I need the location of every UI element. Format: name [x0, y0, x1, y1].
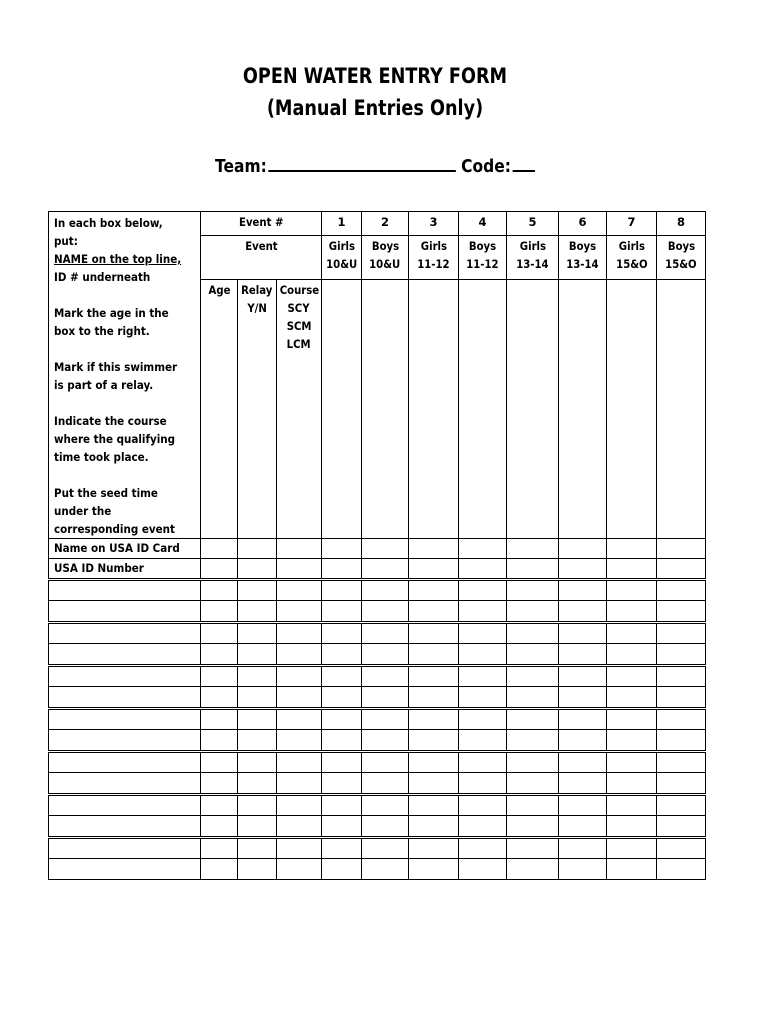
seed-cell[interactable]	[322, 279, 362, 538]
entry-cell[interactable]	[238, 666, 277, 687]
entry-cell[interactable]	[507, 752, 559, 773]
event-number-header: Event #	[201, 212, 322, 236]
entry-cell[interactable]	[657, 623, 706, 644]
entry-cell[interactable]	[201, 687, 238, 709]
entry-cell[interactable]	[49, 773, 201, 795]
entry-cell[interactable]	[277, 687, 322, 709]
entry-cell[interactable]	[238, 752, 277, 773]
entry-cell[interactable]	[459, 559, 507, 580]
entry-cell[interactable]	[607, 773, 657, 795]
entry-cell[interactable]	[507, 687, 559, 709]
entry-cell[interactable]	[559, 730, 607, 752]
entry-cell[interactable]	[459, 623, 507, 644]
entry-cell[interactable]	[409, 623, 459, 644]
entry-cell[interactable]	[238, 601, 277, 623]
entry-cell[interactable]	[322, 838, 362, 859]
entry-cell[interactable]	[409, 816, 459, 838]
entry-cell[interactable]	[201, 644, 238, 666]
entry-cell[interactable]	[322, 687, 362, 709]
entry-cell[interactable]	[277, 580, 322, 601]
entry-cell[interactable]	[507, 795, 559, 816]
swimmer-id-row	[49, 773, 706, 795]
instruction-line-2: NAME on the top line,	[54, 252, 182, 266]
instruction-line-1: In each box below, put:	[54, 216, 163, 248]
entry-cell[interactable]	[362, 623, 409, 644]
entry-cell[interactable]	[459, 730, 507, 752]
entry-cell[interactable]	[507, 773, 559, 795]
event-num-5: 5	[507, 212, 559, 236]
event-num-1: 1	[322, 212, 362, 236]
event-desc-5: Girls 13-14	[507, 235, 559, 279]
entry-cell[interactable]	[238, 795, 277, 816]
entry-cell[interactable]	[607, 859, 657, 880]
event-num-6: 6	[559, 212, 607, 236]
event-desc-2: Boys 10&U	[362, 235, 409, 279]
instruction-relay: Mark if this swimmer is part of a relay.	[54, 360, 178, 392]
entry-cell[interactable]	[49, 666, 201, 687]
entry-cell[interactable]	[201, 730, 238, 752]
entry-cell[interactable]	[238, 687, 277, 709]
entry-cell[interactable]	[459, 580, 507, 601]
entry-cell[interactable]	[277, 601, 322, 623]
event-num-8: 8	[657, 212, 706, 236]
entry-table	[48, 211, 706, 880]
swimmer-id-row	[49, 859, 706, 880]
entry-cell[interactable]	[238, 709, 277, 730]
form-subtitle: (Manual Entries Only)	[266, 96, 484, 120]
entry-cell[interactable]	[322, 816, 362, 838]
entry-cell[interactable]	[607, 687, 657, 709]
entry-cell[interactable]	[507, 580, 559, 601]
swimmer-name-row	[49, 666, 706, 687]
swimmer-id-row	[49, 730, 706, 752]
form-title: OPEN WATER ENTRY FORM	[242, 64, 508, 88]
entry-cell[interactable]	[409, 666, 459, 687]
entry-cell[interactable]	[657, 795, 706, 816]
event-num-3: 3	[409, 212, 459, 236]
swimmer-name-row	[49, 623, 706, 644]
entry-cell[interactable]	[362, 666, 409, 687]
entry-cell[interactable]	[409, 601, 459, 623]
entry-cell[interactable]	[409, 773, 459, 795]
entry-cell[interactable]	[507, 559, 559, 580]
entry-cell[interactable]	[607, 816, 657, 838]
entry-cell[interactable]	[322, 859, 362, 880]
entry-cell[interactable]	[657, 666, 706, 687]
entry-cell[interactable]	[657, 859, 706, 880]
entry-cell[interactable]	[657, 730, 706, 752]
entry-cell[interactable]	[277, 644, 322, 666]
entry-cell[interactable]	[277, 709, 322, 730]
entry-cell[interactable]	[277, 773, 322, 795]
entry-cell[interactable]	[322, 752, 362, 773]
entry-cell[interactable]	[49, 795, 201, 816]
entry-cell[interactable]	[507, 709, 559, 730]
seed-cell[interactable]	[507, 279, 559, 538]
entry-cell[interactable]	[277, 559, 322, 580]
swimmer-name-row	[49, 838, 706, 859]
entry-cell[interactable]	[238, 644, 277, 666]
entry-cell[interactable]	[607, 601, 657, 623]
entry-cell[interactable]	[238, 539, 277, 559]
entry-cell[interactable]	[559, 666, 607, 687]
entry-cell[interactable]	[459, 644, 507, 666]
team-field[interactable]	[268, 154, 455, 172]
entry-cell[interactable]	[507, 623, 559, 644]
entry-cell[interactable]	[238, 816, 277, 838]
entry-cell[interactable]	[49, 601, 201, 623]
entry-cell[interactable]	[657, 838, 706, 859]
swimmer-id-row	[49, 687, 706, 709]
entry-cell[interactable]	[238, 559, 277, 580]
seed-cell[interactable]	[559, 279, 607, 538]
entry-cell[interactable]	[277, 752, 322, 773]
entry-cell[interactable]	[201, 709, 238, 730]
entry-cell[interactable]	[409, 752, 459, 773]
entry-cell[interactable]	[409, 709, 459, 730]
entry-cell[interactable]	[201, 539, 238, 559]
entry-cell[interactable]	[277, 730, 322, 752]
entry-cell[interactable]	[559, 580, 607, 601]
entry-cell[interactable]	[238, 623, 277, 644]
entry-cell[interactable]	[362, 838, 409, 859]
swimmer-id-row	[49, 644, 706, 666]
entry-cell[interactable]	[607, 559, 657, 580]
entry-cell[interactable]	[607, 539, 657, 559]
entry-cell[interactable]	[607, 752, 657, 773]
entry-cell[interactable]	[559, 539, 607, 559]
entry-cell[interactable]	[507, 539, 559, 559]
entry-cell[interactable]	[362, 773, 409, 795]
entry-cell[interactable]	[459, 838, 507, 859]
entry-cell[interactable]	[201, 816, 238, 838]
entry-cell[interactable]	[409, 580, 459, 601]
team-label: Team:	[214, 156, 267, 177]
entry-cell[interactable]	[657, 816, 706, 838]
entry-cell[interactable]	[322, 559, 362, 580]
entry-cell[interactable]	[362, 580, 409, 601]
entry-cell[interactable]	[322, 666, 362, 687]
entry-cell[interactable]	[607, 709, 657, 730]
entry-cell[interactable]	[657, 687, 706, 709]
entry-cell[interactable]	[559, 709, 607, 730]
entry-cell[interactable]	[277, 859, 322, 880]
entry-cell[interactable]	[409, 644, 459, 666]
entry-cell[interactable]	[362, 559, 409, 580]
entry-cell[interactable]	[49, 580, 201, 601]
instruction-age: Mark the age in the box to the right.	[54, 306, 169, 338]
entry-cell[interactable]	[362, 859, 409, 880]
entry-cell[interactable]	[657, 580, 706, 601]
seed-cell[interactable]	[607, 279, 657, 538]
entry-cell[interactable]	[322, 601, 362, 623]
entry-cell[interactable]	[459, 539, 507, 559]
entry-cell[interactable]	[49, 859, 201, 880]
entry-cell[interactable]	[459, 859, 507, 880]
entry-cell[interactable]	[657, 539, 706, 559]
entry-cell[interactable]	[607, 580, 657, 601]
code-field[interactable]	[513, 154, 535, 172]
entry-cell[interactable]	[657, 709, 706, 730]
swimmer-name-row	[49, 752, 706, 773]
entry-cell[interactable]	[559, 773, 607, 795]
entry-cell[interactable]	[362, 644, 409, 666]
entry-cell[interactable]	[322, 795, 362, 816]
entry-cell[interactable]	[238, 859, 277, 880]
entry-cell[interactable]	[459, 601, 507, 623]
entry-cell[interactable]	[657, 601, 706, 623]
entry-cell[interactable]	[507, 838, 559, 859]
entry-cell[interactable]	[607, 838, 657, 859]
entry-cell[interactable]	[362, 795, 409, 816]
entry-cell[interactable]	[507, 816, 559, 838]
entry-cell[interactable]	[559, 838, 607, 859]
entry-cell[interactable]	[201, 601, 238, 623]
entry-cell[interactable]	[559, 644, 607, 666]
entry-cell[interactable]	[49, 709, 201, 730]
entry-cell[interactable]	[362, 539, 409, 559]
entry-cell[interactable]	[49, 816, 201, 838]
entry-cell[interactable]	[322, 644, 362, 666]
entry-cell[interactable]	[238, 730, 277, 752]
event-desc-4: Boys 11-12	[459, 235, 507, 279]
entry-cell[interactable]	[277, 539, 322, 559]
age-header: Age	[201, 279, 238, 538]
entry-cell[interactable]	[459, 795, 507, 816]
entry-cell[interactable]	[459, 816, 507, 838]
entry-cell[interactable]	[201, 773, 238, 795]
entry-cell[interactable]	[657, 773, 706, 795]
entry-cell[interactable]	[322, 580, 362, 601]
entry-cell[interactable]	[201, 838, 238, 859]
swimmer-entry-rows	[49, 580, 706, 880]
entry-cell[interactable]	[607, 666, 657, 687]
entry-cell[interactable]	[507, 666, 559, 687]
entry-cell[interactable]	[201, 795, 238, 816]
name-row-label: Name on USA ID Card	[49, 539, 201, 559]
entry-cell[interactable]	[657, 559, 706, 580]
entry-cell[interactable]	[238, 580, 277, 601]
entry-cell[interactable]	[277, 623, 322, 644]
entry-cell[interactable]	[322, 709, 362, 730]
event-header: Event	[201, 235, 322, 279]
entry-cell[interactable]	[49, 644, 201, 666]
swimmer-name-row	[49, 795, 706, 816]
entry-cell[interactable]	[559, 795, 607, 816]
entry-cell[interactable]	[607, 730, 657, 752]
entry-cell[interactable]	[322, 623, 362, 644]
entry-cell[interactable]	[559, 559, 607, 580]
event-num-7: 7	[607, 212, 657, 236]
entry-cell[interactable]	[409, 687, 459, 709]
entry-cell[interactable]	[607, 623, 657, 644]
swimmer-name-row	[49, 580, 706, 601]
entry-cell[interactable]	[507, 644, 559, 666]
entry-cell[interactable]	[559, 601, 607, 623]
entry-cell[interactable]	[559, 859, 607, 880]
entry-cell[interactable]	[657, 752, 706, 773]
instruction-course: Indicate the course where the qualifying time took place.	[54, 414, 176, 464]
entry-cell[interactable]	[409, 795, 459, 816]
code-label: Code:	[461, 156, 511, 177]
entry-cell[interactable]	[49, 752, 201, 773]
instruction-seed: Put the seed time under the corresponding event	[54, 486, 175, 536]
seed-cell[interactable]	[409, 279, 459, 538]
entry-cell[interactable]	[322, 730, 362, 752]
event-num-2: 2	[362, 212, 409, 236]
entry-cell[interactable]	[459, 666, 507, 687]
seed-cell[interactable]	[459, 279, 507, 538]
entry-cell[interactable]	[409, 539, 459, 559]
entry-cell[interactable]	[49, 730, 201, 752]
instructions-cell	[49, 212, 201, 539]
entry-cell[interactable]	[277, 838, 322, 859]
event-desc-7: Girls 15&O	[607, 235, 657, 279]
entry-cell[interactable]	[201, 623, 238, 644]
entry-cell[interactable]	[559, 687, 607, 709]
entry-cell[interactable]	[322, 539, 362, 559]
entry-cell[interactable]	[49, 623, 201, 644]
swimmer-id-row	[49, 816, 706, 838]
entry-cell[interactable]	[657, 644, 706, 666]
course-header: Course SCY SCM LCM	[277, 279, 322, 538]
seed-cell[interactable]	[362, 279, 409, 538]
entry-cell[interactable]	[238, 838, 277, 859]
entry-cell[interactable]	[362, 730, 409, 752]
seed-cell[interactable]	[657, 279, 706, 538]
entry-cell[interactable]	[409, 730, 459, 752]
entry-cell[interactable]	[201, 859, 238, 880]
entry-cell[interactable]	[607, 795, 657, 816]
swimmer-name-row	[49, 709, 706, 730]
entry-cell[interactable]	[49, 838, 201, 859]
entry-cell[interactable]	[362, 687, 409, 709]
entry-cell[interactable]	[201, 559, 238, 580]
entry-cell[interactable]	[459, 773, 507, 795]
entry-cell[interactable]	[507, 601, 559, 623]
entry-cell[interactable]	[409, 559, 459, 580]
entry-cell[interactable]	[607, 644, 657, 666]
entry-cell[interactable]	[559, 752, 607, 773]
entry-cell[interactable]	[459, 687, 507, 709]
entry-cell[interactable]	[277, 795, 322, 816]
instruction-line-3: ID # underneath	[54, 270, 151, 284]
entry-cell[interactable]	[507, 730, 559, 752]
entry-cell[interactable]	[409, 859, 459, 880]
relay-header: Relay Y/N	[238, 279, 277, 538]
entry-cell[interactable]	[277, 666, 322, 687]
entry-cell[interactable]	[49, 687, 201, 709]
entry-cell[interactable]	[322, 773, 362, 795]
event-desc-1: Girls 10&U	[322, 235, 362, 279]
id-row-label: USA ID Number	[49, 559, 201, 580]
entry-cell[interactable]	[459, 752, 507, 773]
entry-cell[interactable]	[238, 773, 277, 795]
entry-cell[interactable]	[362, 816, 409, 838]
entry-cell[interactable]	[362, 752, 409, 773]
event-desc-6: Boys 13-14	[559, 235, 607, 279]
entry-cell[interactable]	[201, 580, 238, 601]
entry-cell[interactable]	[201, 666, 238, 687]
entry-cell[interactable]	[459, 709, 507, 730]
entry-cell[interactable]	[201, 752, 238, 773]
entry-cell[interactable]	[409, 838, 459, 859]
entry-cell[interactable]	[507, 859, 559, 880]
team-code-line	[53, 154, 698, 177]
event-desc-8: Boys 15&O	[657, 235, 706, 279]
entry-cell[interactable]	[362, 601, 409, 623]
entry-cell[interactable]	[362, 709, 409, 730]
entry-cell[interactable]	[277, 816, 322, 838]
swimmer-id-row	[49, 601, 706, 623]
entry-cell[interactable]	[559, 816, 607, 838]
event-desc-3: Girls 11-12	[409, 235, 459, 279]
entry-cell[interactable]	[559, 623, 607, 644]
event-num-4: 4	[459, 212, 507, 236]
